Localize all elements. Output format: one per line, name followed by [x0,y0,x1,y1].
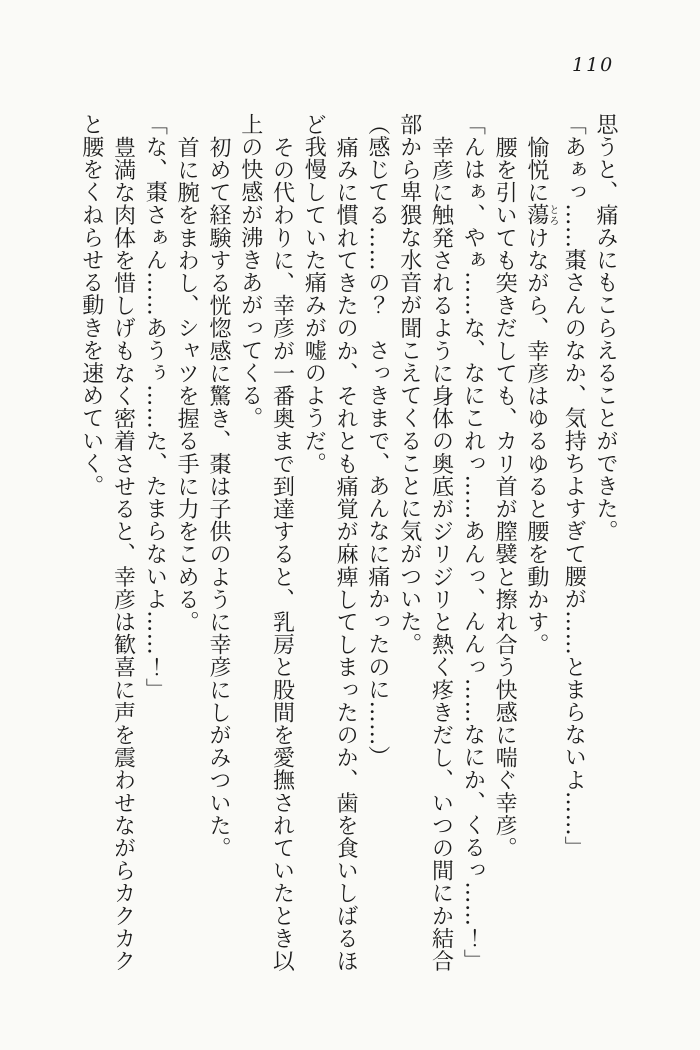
text-line: 腰を引いても突きだしても、カリ首が膣襞と擦れ合う快感に喘ぐ幸彦。 [492,135,518,859]
text-line: 豊満な肉体を惜しげもなく密着させると、幸彦は歓喜に声を震わせながらカクカク [110,135,136,972]
text-line: 痛みに慣れてきたのか、それとも痛覚が麻痺してしまったのか、歯を食いしばるほ [333,135,359,972]
text-line: その代わりに、幸彦が一番奥まで到達すると、乳房と股間を愛撫されていたとき以 [269,135,295,972]
text-line: 「あぁっ……棗さんのなか、気持ちよすぎて腰が……とまらないよ……」 [561,113,587,859]
text-line: 初めて経験する恍惚感に驚き、棗は子供のように幸彦にしがみついた。 [205,135,231,859]
text-line: 「な、棗さぁん……あうぅ……た、たまらないよ……！」 [142,113,168,701]
ruby-annotated-word: 蕩とろ [523,203,558,227]
text-line: 「んはぁ、やぁ……な、なにこれっ……あんっ、んんっ……なにか、くるっ……！」 [460,113,486,972]
text-line: （感じてる……の？ さっきまで、あんなに痛かったのに……） [364,113,390,769]
text-line: 幸彦に触発されるように身体の奥底がジリジリと熱く疼きだし、いつの間にか結合 [428,135,454,972]
text-line: ど我慢していた痛みが嘘のようだ。 [301,113,327,475]
text-line: 上の快感が沸きあがってくる。 [237,113,263,430]
text-line: 首に腕をまわし、シャツを握る手に力をこめる。 [174,135,200,633]
text-line: と腰をくねらせる動きを速めていく。 [78,113,104,498]
text-line: 部から卑猥な水音が聞こえてくることに気がついた。 [396,113,422,656]
furigana: とろ [546,203,558,226]
text-line: 思うと、痛みにもこらえることができた。 [593,113,618,543]
page-number: 110 [572,54,615,76]
page-text [75,113,621,985]
text-line: 愉悦に蕩とろけながら、幸彦はゆるゆると腰を動かす。 [523,135,558,656]
